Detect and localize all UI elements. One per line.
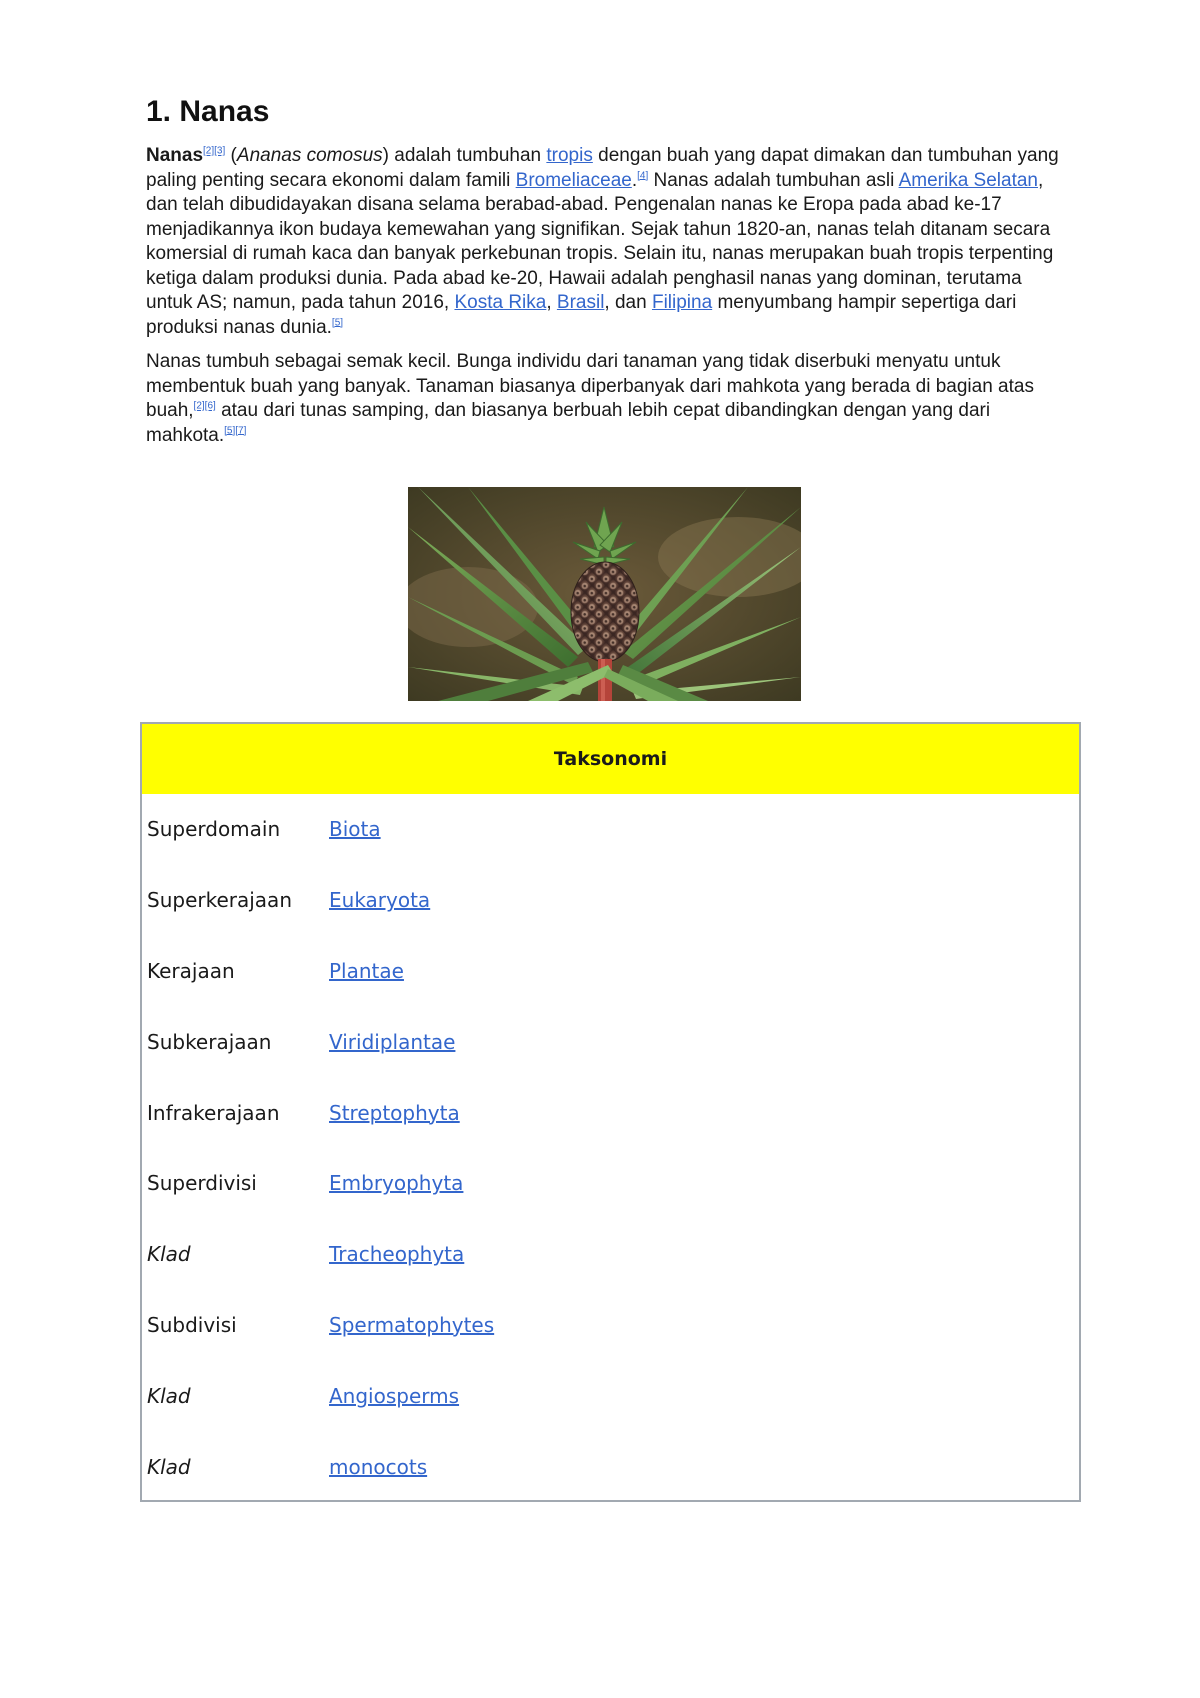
link-bromeliaceae[interactable]: Bromeliaceae bbox=[515, 169, 632, 191]
taxonomy-link[interactable]: Biota bbox=[329, 817, 381, 842]
taxonomy-row bbox=[142, 1148, 1079, 1219]
reference-2-6[interactable]: [2][6] bbox=[193, 400, 216, 412]
link-brasil[interactable]: Brasil bbox=[556, 292, 605, 313]
taxonomy-rank: Subkerajaan bbox=[147, 1029, 272, 1054]
pineapple-photo bbox=[408, 487, 801, 701]
taxonomy-rank: Superdomain bbox=[147, 817, 281, 842]
taxonomy-rank: Klad bbox=[147, 1242, 191, 1267]
link-tropis[interactable]: tropis bbox=[546, 145, 593, 166]
taxonomy-row bbox=[142, 794, 1079, 865]
taxonomy-link[interactable]: monocots bbox=[329, 1454, 428, 1479]
taxonomy-header: Taksonomi bbox=[142, 724, 1079, 794]
article bbox=[146, 92, 1068, 458]
taxonomy-link[interactable]: Tracheophyta bbox=[329, 1242, 465, 1267]
taxonomy-value bbox=[329, 959, 404, 983]
taxonomy-value bbox=[329, 1313, 494, 1337]
taxonomy-rank: Klad bbox=[147, 1383, 191, 1408]
taxonomy-link[interactable]: Embryophyta bbox=[329, 1171, 464, 1196]
section-heading: 1. Nanas bbox=[146, 95, 270, 128]
taxonomy-link[interactable]: Viridiplantae bbox=[329, 1029, 456, 1054]
taxonomy-row bbox=[142, 1431, 1079, 1502]
taxonomy-row bbox=[142, 1006, 1079, 1077]
paragraph-growth: Nanas tumbuh sebagai semak kecil. Bunga individu dari tanaman yang tidak diserbuki menyatu untuk membentuk buah yang banyak. Tanaman biasanya diperbanyak dari mahkota yang berada di bagian atas buah,[2][6] atau dari tunas samping, dan biasanya berbuah lebih cepat dibandingkan dengan yang dari mahkota.[5][7] bbox=[146, 351, 1034, 446]
taxonomy-rank: Subdivisi bbox=[147, 1312, 237, 1337]
scientific-name: Ananas comosus bbox=[236, 145, 383, 166]
taxonomy-row bbox=[142, 1219, 1079, 1290]
taxonomy-link[interactable]: Eukaryota bbox=[329, 888, 431, 913]
reference-4[interactable]: [4] bbox=[637, 170, 649, 182]
taxonomy-value bbox=[329, 1030, 455, 1054]
taxonomy-rank: Kerajaan bbox=[147, 958, 235, 983]
taxonomy-rank: Infrakerajaan bbox=[147, 1100, 280, 1125]
link-amerika-selatan[interactable]: Amerika Selatan bbox=[898, 169, 1038, 191]
link-filipina[interactable]: Filipina bbox=[651, 292, 713, 313]
paragraph-intro: Nanas[2][3] (Ananas comosus) adalah tumbuhan tropis dengan buah yang dapat dimakan dan tumbuhan yang paling penting secara ekonomi dalam famili Bromeliaceae.[4] Nanas adalah tumbuhan asli Amerika Selatan, dan telah dibudidayakan disana selama berabad-abad. Pengenalan nanas ke Eropa pada abad ke-17 menjadikannya ikon budaya kemewahan yang signifikan. Sejak tahun 1820-an, nanas telah ditanam secara komersial di rumah kaca dan banyak perkebunan tropis. Selain itu, nanas merupakan buah tropis terpenting ketiga dalam produksi dunia. Pada abad ke-20, Hawaii adalah penghasil nanas yang dominan, terutama untuk AS; namun, pada tahun 2016, Kosta Rika, Brasil, dan Filipina menyumbang hampir sepertiga dari produksi nanas dunia.[5] bbox=[146, 145, 1059, 338]
taxonomy-link[interactable]: Streptophyta bbox=[329, 1100, 460, 1125]
taxonomy-row bbox=[142, 1077, 1079, 1148]
taxonomy-row bbox=[142, 1360, 1079, 1431]
taxonomy-link[interactable]: Angiosperms bbox=[329, 1383, 460, 1408]
taxonomy-row bbox=[142, 936, 1079, 1007]
taxonomy-rank: Klad bbox=[147, 1454, 191, 1479]
taxonomy-link[interactable]: Spermatophytes bbox=[329, 1312, 495, 1337]
taxonomy-rows bbox=[142, 794, 1079, 1502]
term-nanas: Nanas bbox=[146, 145, 204, 166]
taxonomy-row bbox=[142, 1290, 1079, 1361]
taxonomy-value bbox=[329, 1171, 463, 1195]
link-kosta-rika[interactable]: Kosta Rika bbox=[454, 292, 547, 313]
taxonomy-rank: Superkerajaan bbox=[147, 888, 292, 913]
taxonomy-row bbox=[142, 865, 1079, 936]
reference-2-3[interactable]: [2][3] bbox=[203, 145, 226, 157]
taxonomy-infobox bbox=[140, 722, 1081, 1502]
taxonomy-value bbox=[329, 1242, 464, 1266]
taxonomy-value bbox=[329, 1101, 460, 1125]
taxonomy-value bbox=[329, 1455, 427, 1479]
taxonomy-value bbox=[329, 1384, 459, 1408]
taxonomy-rank: Superdivisi bbox=[147, 1171, 257, 1196]
reference-5[interactable]: [5] bbox=[331, 317, 344, 329]
pineapple-plant-image bbox=[408, 487, 801, 701]
taxonomy-link[interactable]: Plantae bbox=[329, 958, 404, 983]
taxonomy-value bbox=[329, 817, 381, 841]
reference-5-7[interactable]: [5][7] bbox=[224, 425, 247, 437]
taxonomy-value bbox=[329, 888, 430, 912]
